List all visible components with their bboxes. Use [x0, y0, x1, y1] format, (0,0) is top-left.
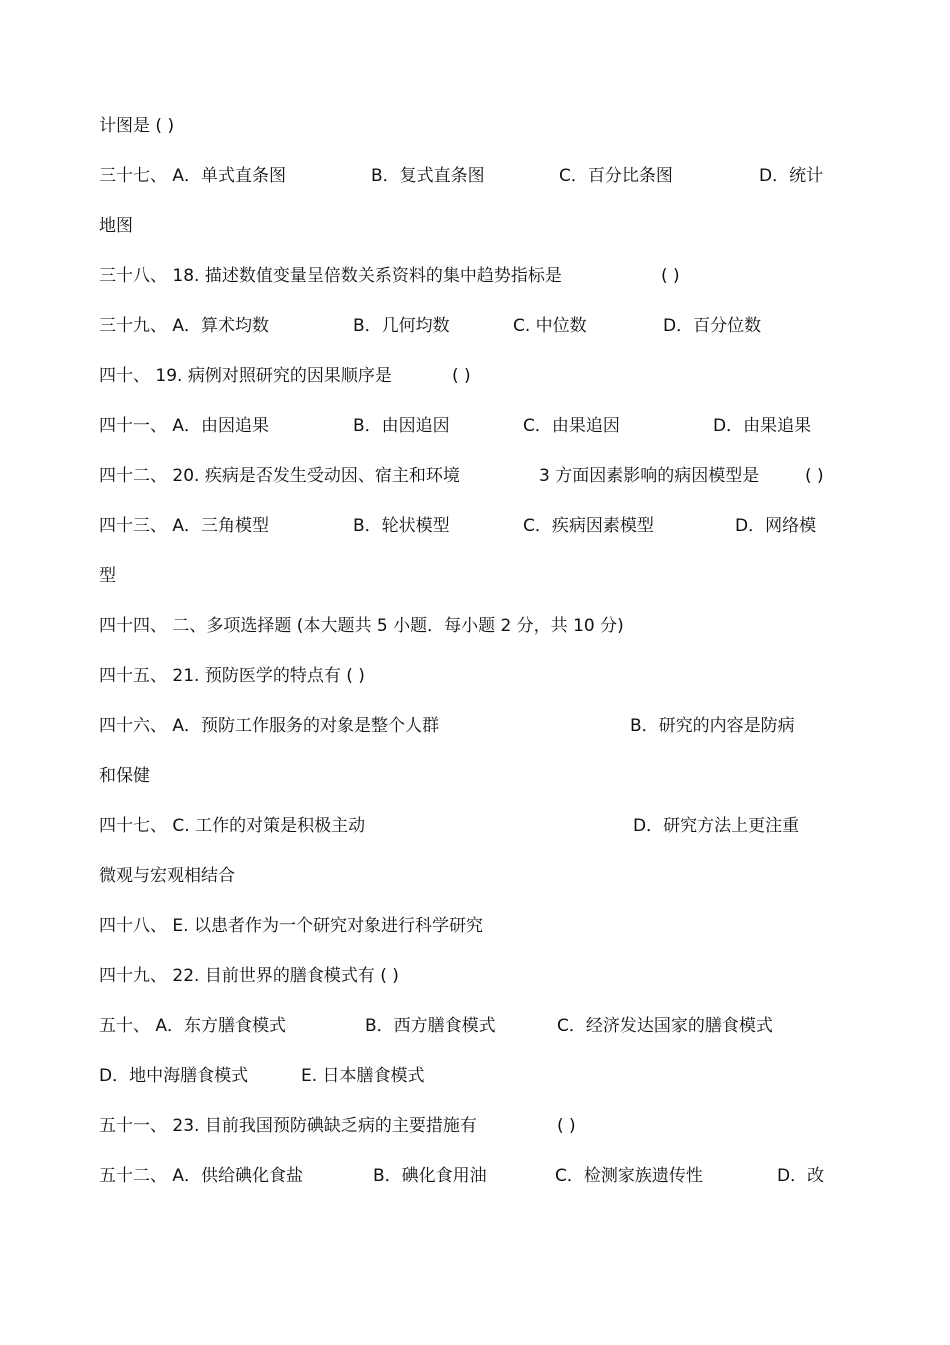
line-text: 四十八、 E. 以患者作为一个研究对象进行科学研究 [99, 916, 483, 936]
answer-blank: ( ) [805, 466, 824, 486]
line-text: 四十六、 A．预防工作服务的对象是整个人群 [99, 716, 440, 736]
text-line-14 [99, 763, 850, 789]
option-d: D．网络模 [735, 516, 817, 536]
option-b: B．由因追因 [353, 416, 450, 436]
line-text: 四十、 19. 病例对照研究的因果顺序是 [99, 366, 392, 386]
text-line-9 [99, 513, 850, 539]
option-b: B．几何均数 [353, 316, 450, 336]
line-text: 四十二、 20. 疾病是否发生受动因、宿主和环境 [99, 466, 460, 486]
answer-blank: ( ) [661, 266, 680, 286]
text-line-10 [99, 563, 850, 589]
option-c: C．疾病因素模型 [523, 516, 654, 536]
text-line-22 [99, 1163, 850, 1189]
section-heading: 四十四、 二、多项选择题 (本大题共 5 小题．每小题 2 分，共 10 分) [99, 616, 624, 636]
text-line-20 [99, 1063, 850, 1089]
option-b: B．轮状模型 [353, 516, 450, 536]
answer-blank: ( ) [452, 366, 471, 386]
text-line-8 [99, 463, 850, 489]
line-text: 地图 [99, 216, 133, 236]
line-text: 四十九、 22. 目前世界的膳食模式有 ( ) [99, 966, 399, 986]
option-d: D．百分位数 [663, 316, 762, 336]
text-line-13 [99, 713, 850, 739]
line-text: 五十、 A．东方膳食模式 [99, 1016, 287, 1036]
text-line-19 [99, 1013, 850, 1039]
text-line-7 [99, 413, 850, 439]
option-b: B．复式直条图 [371, 166, 485, 186]
text-line-11 [99, 613, 850, 639]
option-d: D．研究方法上更注重 [633, 816, 800, 836]
line-text: 五十一、 23. 目前我国预防碘缺乏病的主要措施有 [99, 1116, 477, 1136]
option-c: C．经济发达国家的膳食模式 [557, 1016, 773, 1036]
line-text: 计图是 ( ) [99, 116, 175, 136]
text-line-2 [99, 163, 850, 189]
line-text: 型 [99, 566, 116, 586]
text-line-6 [99, 363, 850, 389]
text-line-15 [99, 813, 850, 839]
text-line-4 [99, 263, 850, 289]
line-text: 和保健 [99, 766, 150, 786]
option-b: B．碘化食用油 [373, 1166, 487, 1186]
text-line-18 [99, 963, 850, 989]
option-b: B．西方膳食模式 [365, 1016, 496, 1036]
line-text: 三十九、 A．算术均数 [99, 316, 270, 336]
line-text: 四十一、 A．由因追果 [99, 416, 270, 436]
option-d: D．改 [777, 1166, 825, 1186]
line-text: 四十三、 A．三角模型 [99, 516, 270, 536]
text-line-21 [99, 1113, 850, 1139]
line-text: 四十七、 C. 工作的对策是积极主动 [99, 816, 366, 836]
line-text: 三十八、 18. 描述数值变量呈倍数关系资料的集中趋势指标是 [99, 266, 562, 286]
option-b: B．研究的内容是防病 [630, 716, 795, 736]
text-line-17 [99, 913, 850, 939]
option-c: C. 中位数 [513, 316, 587, 336]
line-text: 微观与宏观相结合 [99, 866, 235, 886]
line-text: 五十二、 A．供给碘化食盐 [99, 1166, 304, 1186]
option-c: C．检测家族遗传性 [555, 1166, 703, 1186]
option-d: D．地中海膳食模式 [99, 1066, 249, 1086]
answer-blank: ( ) [557, 1116, 576, 1136]
text-line-16 [99, 863, 850, 889]
line-text: 三十七、 A．单式直条图 [99, 166, 287, 186]
line-text-cont: 3 方面因素影响的病因模型是 [539, 466, 760, 486]
option-d: D．统计 [759, 166, 824, 186]
line-text: 四十五、 21. 预防医学的特点有 ( ) [99, 666, 365, 686]
option-d: D．由果追果 [713, 416, 812, 436]
text-line-5 [99, 313, 850, 339]
text-line-3 [99, 213, 850, 239]
option-c: C．百分比条图 [559, 166, 673, 186]
option-e: E. 日本膳食模式 [301, 1066, 425, 1086]
text-line-12 [99, 663, 850, 689]
text-line-1 [99, 113, 850, 139]
option-c: C．由果追因 [523, 416, 620, 436]
